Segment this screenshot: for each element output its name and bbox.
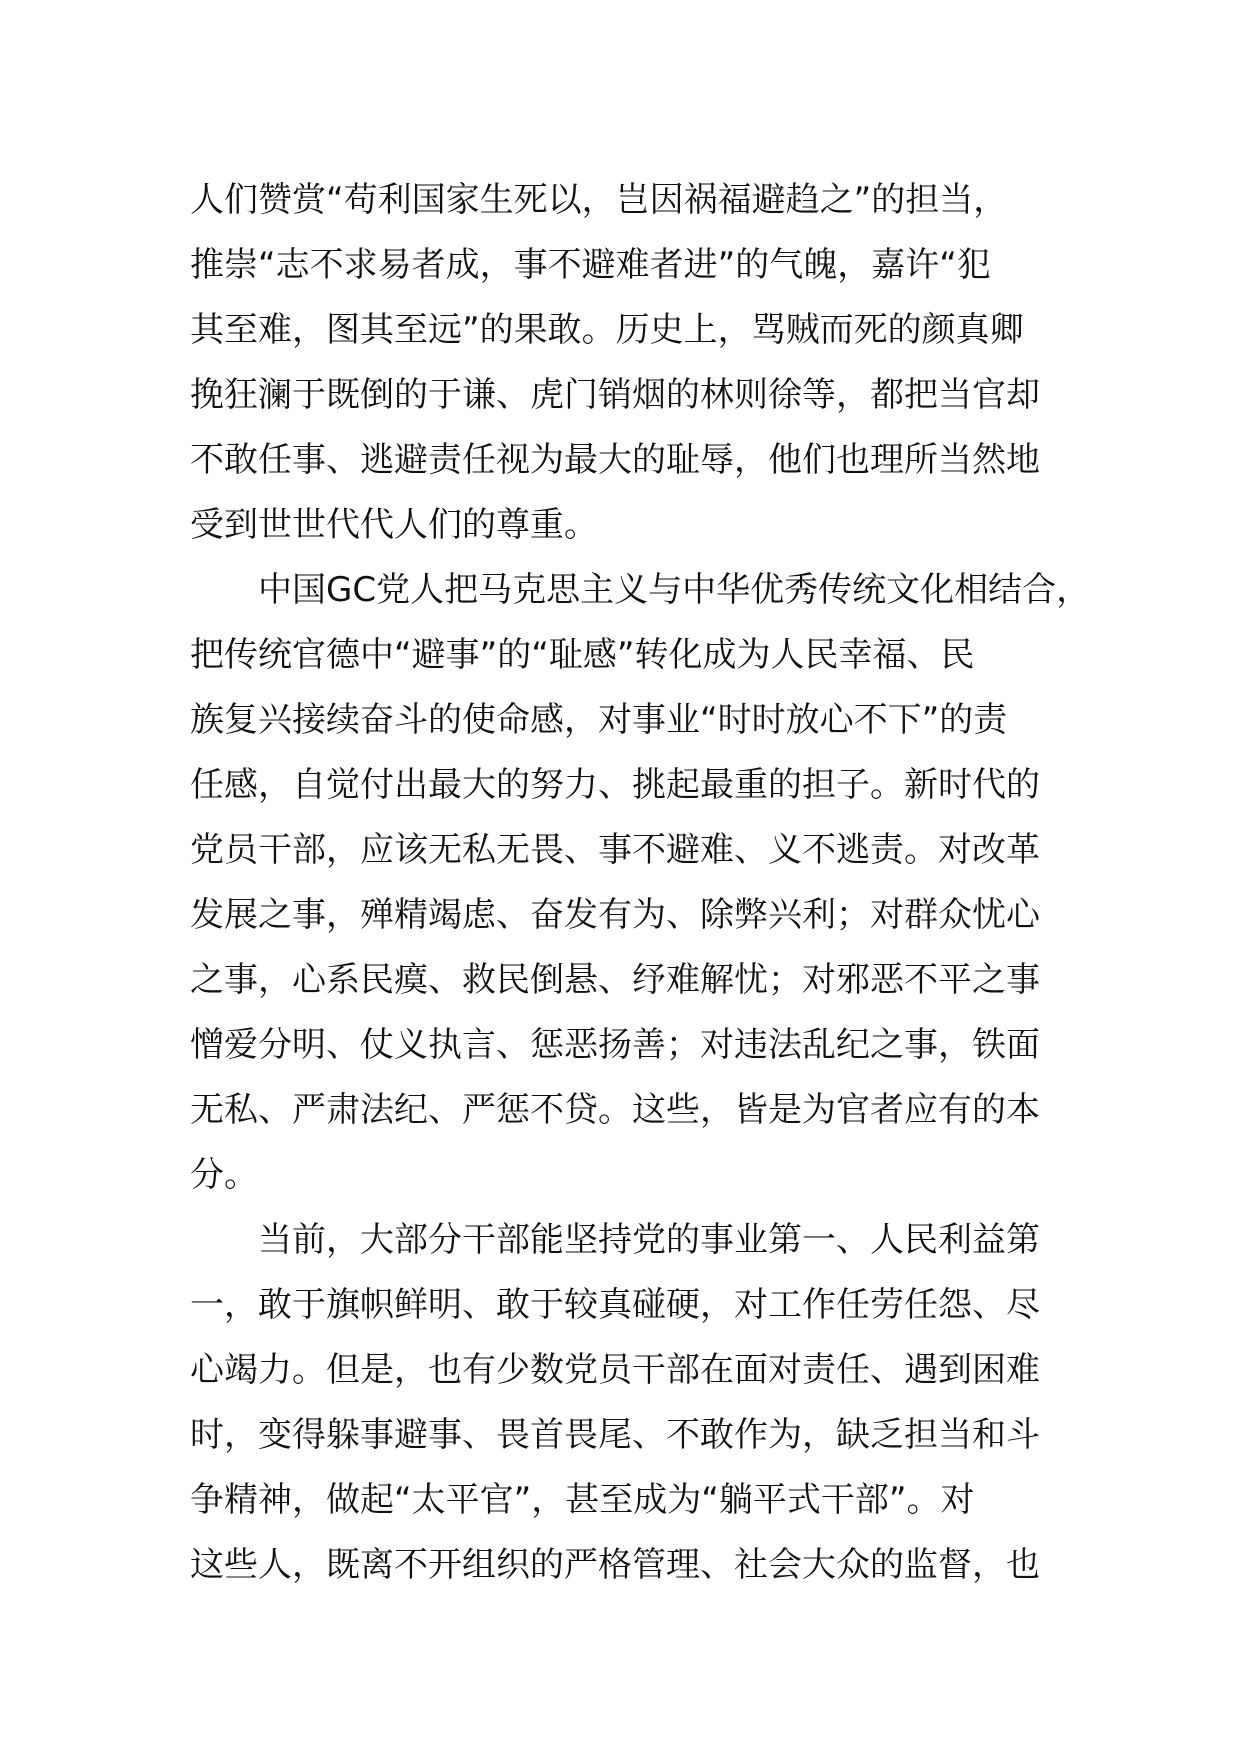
text-line: 其至难，图其至远”的果敢。历史上，骂贼而死的颜真卿 [190,310,1024,350]
paragraph-2 [190,558,1091,1208]
text-line: 时，变得躲事避事、畏首畏尾、不敢作为，缺乏担当和斗 [190,1415,1040,1455]
text-line: 推崇“志不求易者成，事不避难者进”的气魄，嘉许“犯 [190,245,991,285]
text-line: 人们赞赏“苟利国家生死以，岂因祸福避趋之”的担当， [190,180,1008,220]
text-line: 任感，自觉付出最大的努力、挑起最重的担子。新时代的 [190,765,1040,805]
text-line: 分。 [190,1155,258,1195]
text-line: 心竭力。但是，也有少数党员干部在面对责任、遇到困难 [190,1350,1040,1390]
text-line: 受到世世代代人们的尊重。 [190,505,598,545]
paragraph-3 [190,1208,1070,1598]
document-body [190,168,1091,1598]
text-line: 发展之事，殚精竭虑、奋发有为、除弊兴利；对群众忧心 [190,895,1040,935]
text-line: 一，敢于旗帜鲜明、敢于较真碰硬，对工作任劳任怨、尽 [190,1285,1040,1325]
text-line: 中国GC党人把马克思主义与中华优秀传统文化相结合， [258,570,1091,610]
text-line: 族复兴接续奋斗的使命感，对事业“时时放心不下”的责 [190,700,1008,740]
text-line: 当前，大部分干部能坚持党的事业第一、人民利益第 [258,1220,1040,1260]
paragraph-1 [190,168,1070,558]
text-line: 争精神，做起“太平官”，甚至成为“躺平式干部”。对 [190,1480,975,1520]
text-line: 把传统官德中“避事”的“耻感”转化成为人民幸福、民 [190,635,975,675]
text-line: 之事，心系民瘼、救民倒悬、纾难解忧；对邪恶不平之事 [190,960,1040,1000]
text-line: 这些人，既离不开组织的严格管理、社会大众的监督，也 [190,1545,1040,1585]
text-line: 憎爱分明、仗义执言、惩恶扬善；对违法乱纪之事，铁面 [190,1025,1040,1065]
text-line: 党员干部，应该无私无畏、事不避难、义不逃责。对改革 [190,830,1040,870]
text-line: 不敢任事、逃避责任视为最大的耻辱，他们也理所当然地 [190,440,1040,480]
text-line: 无私、严肃法纪、严惩不贷。这些，皆是为官者应有的本 [190,1090,1040,1130]
text-line: 挽狂澜于既倒的于谦、虎门销烟的林则徐等，都把当官却 [190,375,1040,415]
